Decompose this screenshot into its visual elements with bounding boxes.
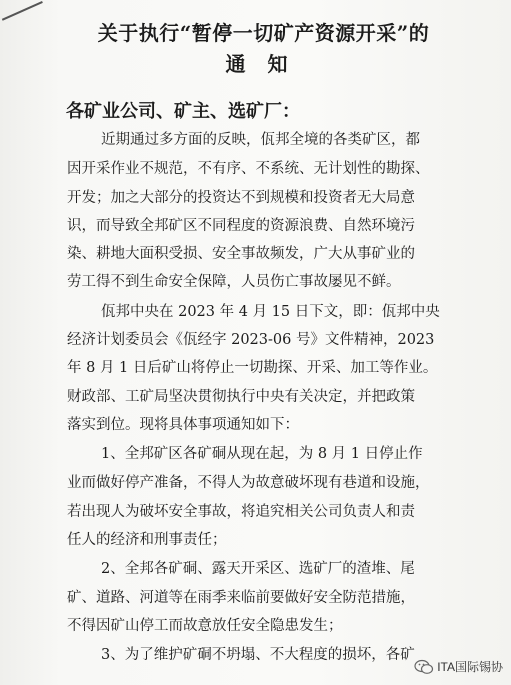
body-line: 财政部、工矿局坚决贯彻执行中央有关决定，并把政策 bbox=[67, 389, 415, 405]
body-line: 染、耕地大面积受损、安全事故频发，广大从事矿业的 bbox=[67, 246, 415, 262]
body-line: 1、全邦矿区各矿硐从现在起，为 8 月 1 日停止作 bbox=[101, 446, 423, 462]
body-line: 识，而导致全邦矿区不同程度的资源浪费、自然环境污 bbox=[67, 218, 415, 234]
body-line: 开发；加之大部分的投资达不到规模和投资者无大局意 bbox=[67, 190, 415, 206]
body-line: 经济计划委员会《佤经字 2023-06 号》文件精神，2023 bbox=[67, 332, 435, 348]
salutation: 各矿业公司、矿主、选矿厂： bbox=[66, 101, 300, 122]
body-line: 劳工得不到生命安全保障，人员伤亡事故屡见不鲜。 bbox=[67, 274, 401, 290]
body-line: 年 8 月 1 日后矿山将停止一切勘探、开采、加工等作业。 bbox=[67, 360, 438, 376]
body-line: 近期通过多方面的反映，佤邦全境的各类矿区，都 bbox=[101, 132, 420, 148]
body-line: 不得因矿山停工而故意放任安全隐患发生； bbox=[67, 618, 343, 634]
wechat-icon bbox=[414, 659, 434, 675]
body-line: 落实到位。现将具体事项通知如下： bbox=[67, 417, 299, 433]
body-line: 业而做好停产准备，不得人为故意破坏现有巷道和设施， bbox=[67, 475, 430, 491]
body-line: 任人的经济和刑事责任； bbox=[67, 532, 227, 548]
body-line: 若出现人为破坏安全事故，将追究相关公司负责人和责 bbox=[67, 504, 415, 520]
body-line: 因开采作业不规范，不有序、不系统、无计划性的勘探、 bbox=[67, 161, 430, 177]
notice-title-line1: 关于执行“暂停一切矿产资源开采”的 bbox=[97, 21, 430, 45]
notice-title-line2: 通知 bbox=[225, 52, 310, 76]
body-line: 2、全邦各矿硐、露天开采区、选矿厂的渣堆、尾 bbox=[101, 561, 415, 577]
watermark-text: ITA国际锡协 bbox=[437, 660, 503, 674]
body-line: 3、为了维护矿硐不坍塌、不大程度的损坏，各矿 bbox=[101, 647, 415, 663]
body-line: 佤邦中央在 2023 年 4 月 15 日下文，即：佤邦中央 bbox=[101, 304, 440, 320]
source-watermark bbox=[414, 658, 503, 675]
body-line: 矿、道路、河道等在雨季来临前要做好安全防范措施， bbox=[67, 590, 415, 606]
